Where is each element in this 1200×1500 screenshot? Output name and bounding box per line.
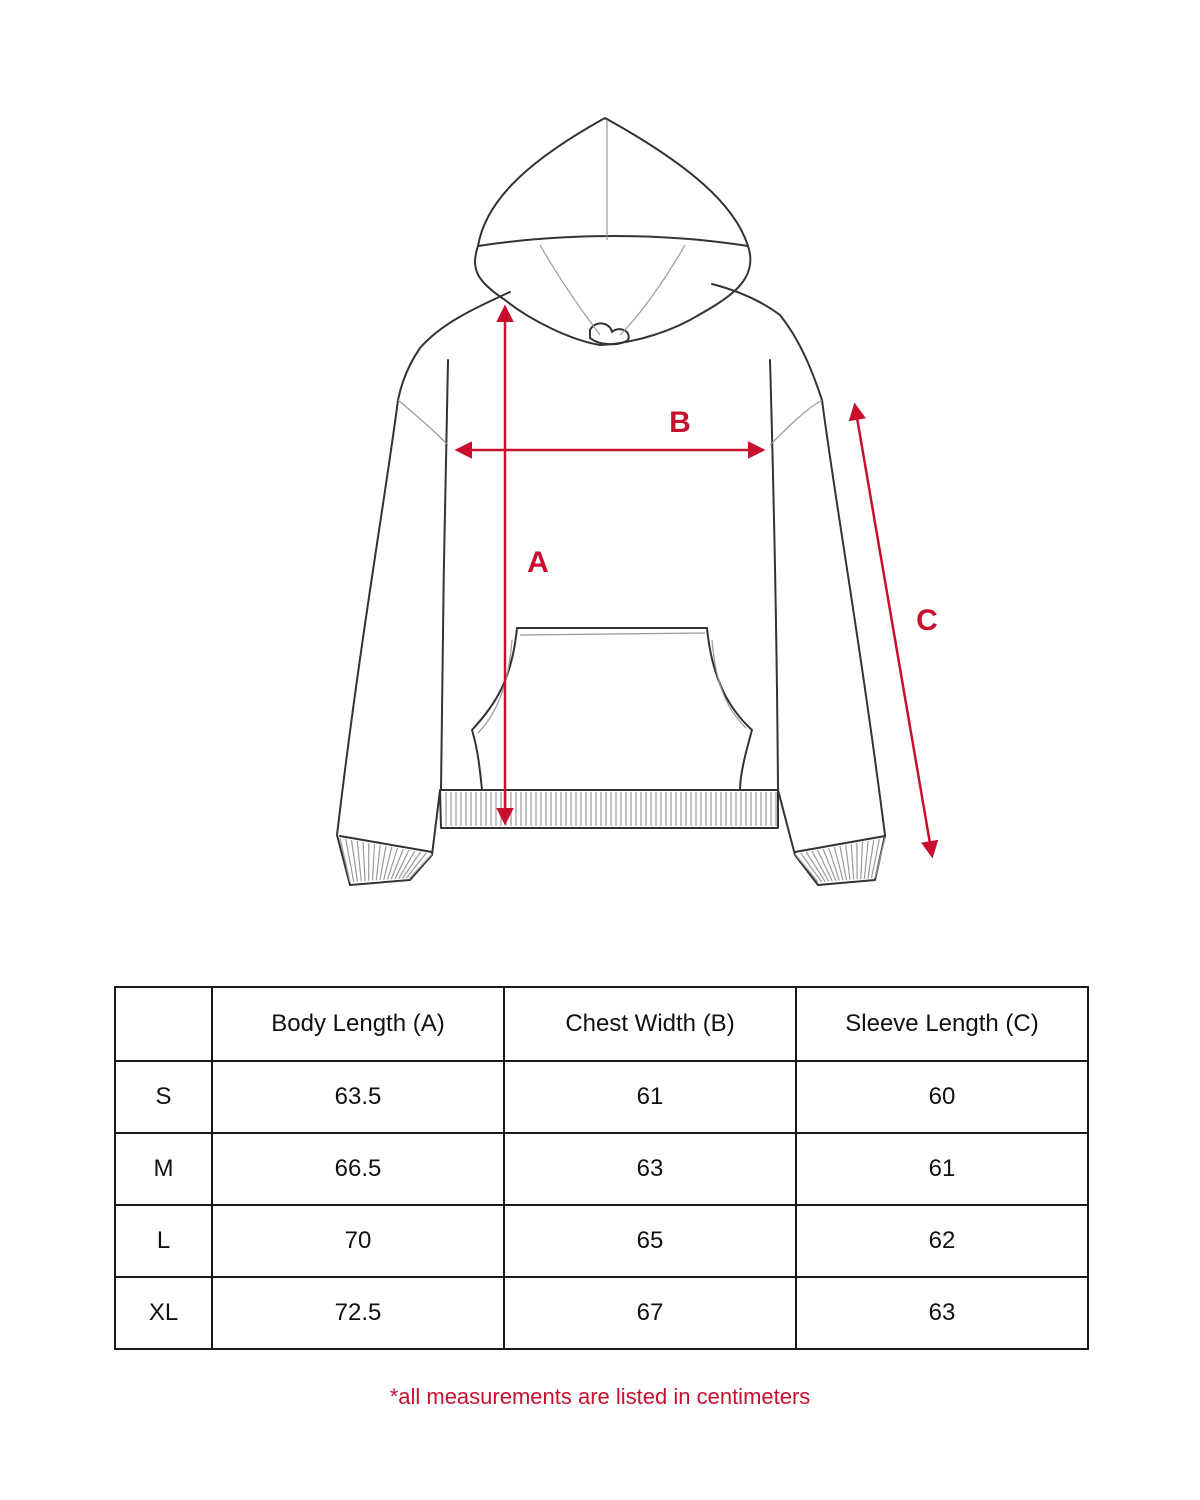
measurement-note: *all measurements are listed in centimeters (389, 1384, 811, 1409)
rib-line (357, 841, 361, 881)
body-length-cell: 63.5 (212, 1061, 504, 1133)
left-shoulder-seam (398, 400, 448, 445)
rib-line (806, 852, 825, 882)
header-corner (115, 987, 212, 1061)
rib-line (861, 842, 863, 879)
sleeve-length-cell: 60 (796, 1061, 1088, 1133)
size-cell: M (115, 1133, 212, 1205)
pocket-stitch (520, 633, 705, 635)
kangaroo-pocket (472, 628, 752, 790)
label-a: A (527, 546, 549, 579)
body-length-cell: 66.5 (212, 1133, 504, 1205)
left-side-seam (441, 360, 448, 790)
table-header-row (115, 987, 1088, 1061)
rib-line (851, 844, 853, 880)
header-sleeve-length: Sleeve Length (C) (796, 987, 1088, 1061)
rib-line (340, 838, 350, 882)
chest-width-cell: 61 (504, 1061, 796, 1133)
rib-line (875, 838, 885, 878)
hood-opening (478, 236, 748, 246)
hood-inner-left (540, 245, 600, 335)
hood-inner-right (620, 245, 685, 335)
sleeve-length-cell: 61 (796, 1133, 1088, 1205)
sleeve-length-cell: 62 (796, 1205, 1088, 1277)
label-c: C (916, 604, 938, 637)
chest-width-cell: 65 (504, 1205, 796, 1277)
rib-line (410, 854, 432, 878)
hem-ribbing (446, 792, 776, 826)
pocket-side-stitch-left (478, 640, 512, 733)
body-length-cell: 70 (212, 1205, 504, 1277)
table-row (115, 1277, 1088, 1349)
rib-line (864, 841, 868, 879)
rib-line (795, 854, 818, 882)
chest-width-cell: 63 (504, 1133, 796, 1205)
header-chest-width: Chest Width (B) (504, 987, 796, 1061)
right-cuff-top (795, 836, 885, 852)
header-body-length: Body Length (A) (212, 987, 504, 1061)
table-row (115, 1133, 1088, 1205)
size-chart-table (114, 986, 1089, 1350)
chest-width-cell: 67 (504, 1277, 796, 1349)
measurement-arrows (458, 308, 932, 855)
pocket-side-stitch-right (712, 640, 746, 728)
size-cell: XL (115, 1277, 212, 1349)
sleeve-length-cell: 63 (796, 1277, 1088, 1349)
stitch-details (340, 120, 885, 882)
table-row (115, 1061, 1088, 1133)
left-cuff-top (340, 836, 432, 852)
label-b: B (669, 406, 691, 439)
rib-line (363, 842, 365, 881)
rib-line (373, 844, 375, 881)
rib-line (846, 845, 850, 880)
hood (475, 118, 750, 345)
right-side-seam (770, 360, 778, 790)
right-shoulder-seam (770, 400, 822, 445)
size-cell: S (115, 1061, 212, 1133)
drawstring-knot (590, 323, 629, 344)
body-length-cell: 72.5 (212, 1277, 504, 1349)
table-row (115, 1205, 1088, 1277)
size-cell: L (115, 1205, 212, 1277)
hoodie-outline (337, 118, 885, 885)
rib-line (376, 845, 380, 880)
